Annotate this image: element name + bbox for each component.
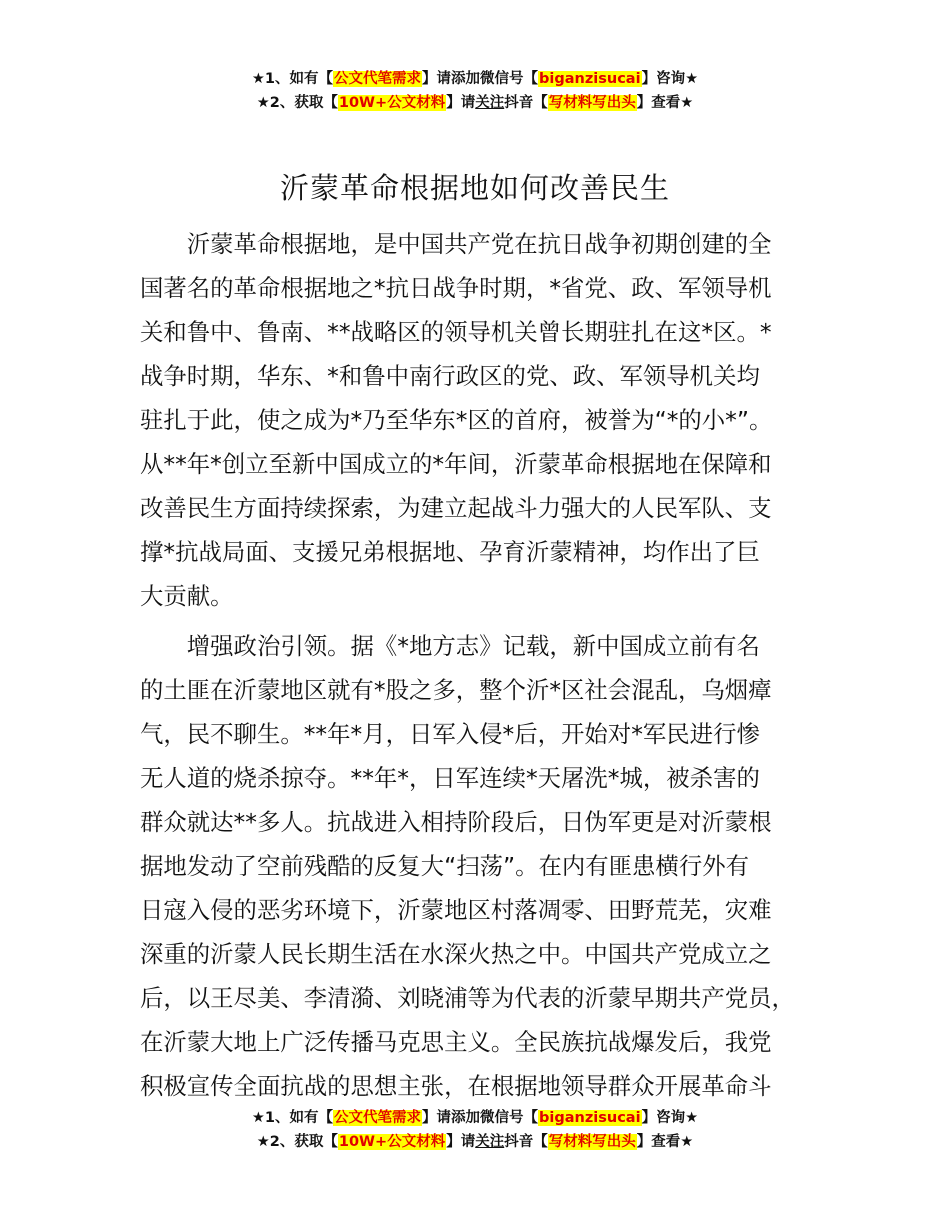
header-highlight-wechat-id: biganzisucai	[539, 71, 641, 87]
paragraph-1-line: 改善民生方面持续探索，为建立起战斗力强大的人民军队、支	[140, 494, 772, 522]
header-line-1	[0, 67, 950, 91]
paragraph-1-line: 大贡献。	[140, 582, 234, 610]
footer-highlight-douyin-account: 写材料写出头	[548, 1134, 636, 1150]
footer-line-2-middle-a: 】请	[446, 1134, 476, 1150]
paragraph-2-line: 的土匪在沂蒙地区就有*股之多，整个沂*区社会混乱，乌烟瘴	[140, 676, 772, 704]
header-line-1-prefix: ★1、如有【	[251, 71, 334, 87]
footer-highlight-wechat-id: biganzisucai	[539, 1110, 641, 1126]
footer-line-2-prefix: ★2、获取【	[256, 1134, 338, 1150]
paragraph-2-line: 深重的沂蒙人民长期生活在水深火热之中。中国共产党成立之	[140, 940, 772, 968]
paragraph-1-line: 战争时期，华东、*和鲁中南行政区的党、政、军领导机关均	[140, 362, 760, 390]
footer-line-1-prefix: ★1、如有【	[251, 1110, 334, 1126]
paragraph-1-line: 撑*抗战局面、支援兄弟根据地、孕育沂蒙精神，均作出了巨	[140, 538, 760, 566]
header-highlight-service: 公文代笔需求	[334, 71, 422, 87]
paragraph-2-line: 无人道的烧杀掠夺。**年*，日军连续*天屠洗*城，被杀害的	[140, 764, 760, 792]
document-title: 沂蒙革命根据地如何改善民生	[279, 171, 670, 205]
header-banner	[0, 67, 950, 115]
header-line-1-middle: 】请添加微信号【	[422, 71, 539, 87]
paragraph-2-line: 积极宣传全面抗战的思想主张，在根据地领导群众开展革命斗	[140, 1072, 772, 1100]
paragraph-1-line: 关和鲁中、鲁南、**战略区的领导机关曾长期驻扎在这*区。*	[140, 318, 772, 346]
footer-highlight-service: 公文代笔需求	[334, 1110, 422, 1126]
footer-line-2	[0, 1130, 950, 1154]
header-highlight-douyin-account: 写材料写出头	[548, 95, 636, 111]
header-line-2-middle-b: 抖音【	[504, 95, 548, 111]
paragraph-2-line: 在沂蒙大地上广泛传播马克思主义。全民族抗战爆发后，我党	[140, 1028, 772, 1056]
footer-follow-text: 关注	[475, 1134, 505, 1150]
header-line-2	[0, 91, 950, 115]
footer-banner	[0, 1106, 950, 1154]
footer-line-1-middle: 】请添加微信号【	[422, 1110, 539, 1126]
paragraph-2-line: 据地发动了空前残酷的反复大“扫荡”。在内有匪患横行外有	[140, 852, 749, 880]
header-line-2-prefix: ★2、获取【	[256, 95, 338, 111]
paragraph-2-line: 群众就达**多人。抗战进入相持阶段后，日伪军更是对沂蒙根	[140, 808, 772, 836]
footer-line-2-suffix: 】查看★	[636, 1134, 694, 1150]
paragraph-2-line: 气，民不聊生。**年*月，日军入侵*后，开始对*军民进行惨	[140, 720, 760, 748]
footer-line-1	[0, 1106, 950, 1130]
paragraph-1-line: 国著名的革命根据地之*抗日战争时期，*省党、政、军领导机	[140, 274, 772, 302]
paragraph-2-line: 日寇入侵的恶劣环境下，沂蒙地区村落凋零、田野荒芜，灾难	[140, 896, 772, 924]
header-highlight-materials: 10W+公文材料	[338, 95, 446, 111]
paragraph-1-line: 从**年*创立至新中国成立的*年间，沂蒙革命根据地在保障和	[140, 450, 772, 478]
header-follow-text: 关注	[475, 95, 505, 111]
header-line-2-suffix: 】查看★	[636, 95, 694, 111]
footer-line-1-suffix: 】咨询★	[641, 1110, 699, 1126]
paragraph-2-line: 后，以王尽美、李清漪、刘晓浦等为代表的沂蒙早期共产党员，	[140, 984, 795, 1012]
header-line-2-middle-a: 】请	[446, 95, 476, 111]
paragraph-1-line: 沂蒙革命根据地，是中国共产党在抗日战争初期创建的全	[140, 230, 772, 258]
header-line-1-suffix: 】咨询★	[641, 71, 699, 87]
paragraph-2-line: 增强政治引领。据《*地方志》记载，新中国成立前有名	[140, 632, 760, 660]
footer-line-2-middle-b: 抖音【	[504, 1134, 548, 1150]
footer-highlight-materials: 10W+公文材料	[338, 1134, 446, 1150]
paragraph-1-line: 驻扎于此，使之成为*乃至华东*区的首府，被誉为“*的小*”。	[140, 406, 773, 434]
